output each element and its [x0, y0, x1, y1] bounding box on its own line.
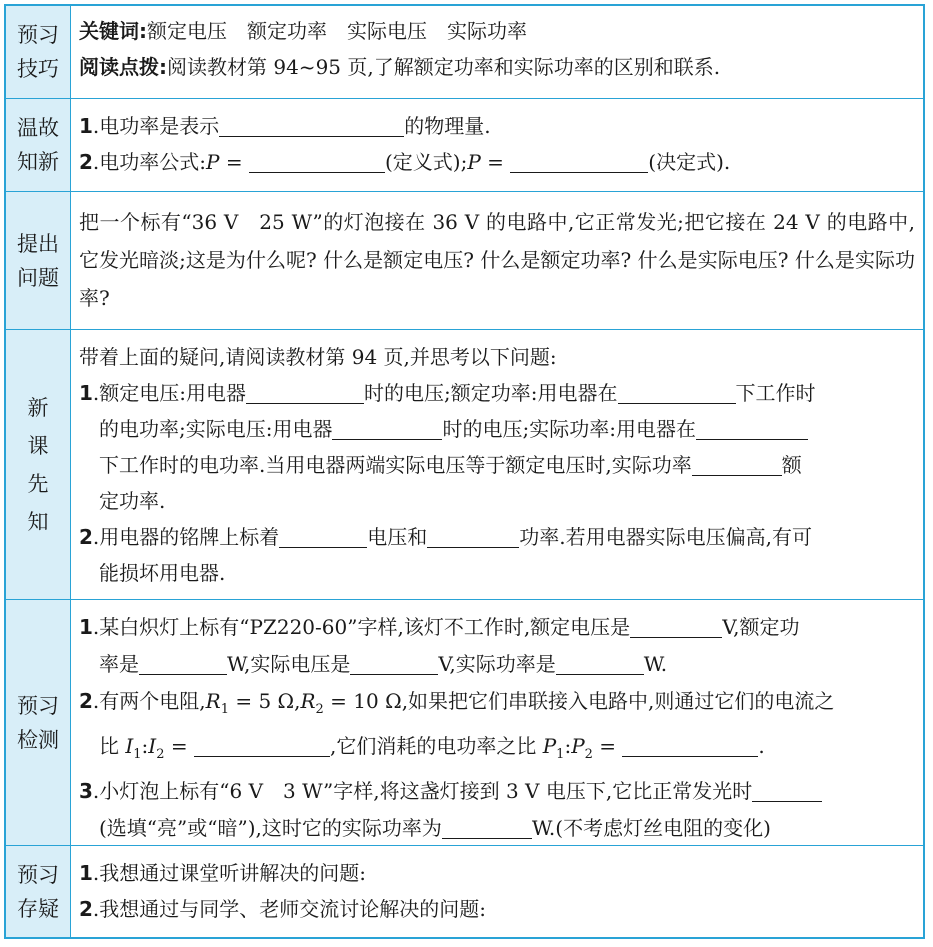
answer-blank[interactable] [350, 650, 438, 675]
section-body: 1.某白炽灯上标有“PZ220-60”字样,该灯不工作时,额定电压是 V,额定功 率是 W,实际电压是 V,实际功率是 W. 2.有两个电阻$,R_1 = 5$ $\Omega,R_2 = 10$ Ω,如果把它们串联接入电路中,则通过它们的电流之 比 $I_1:I_2$ = ,它们消耗的电功率之比 $P_1:P_2$ = . 3.小灯泡上标有“6 V 3 W”字样,将这盏灯接到 3 V 电压下,它比正常发光时 (选填“亮”或“暗”),这时它的实际功率为 W.(不考虑灯丝电阻的变化) [71, 600, 923, 845]
section-new-knowledge [6, 329, 923, 599]
question-1: 1.电功率是表示 的物理量. [79, 114, 491, 138]
section-body [71, 99, 923, 191]
question-3: 3.小灯泡上标有“6 V 3 W”字样,将这盏灯接到 3 V 电压下,它比正常发光时 [79, 773, 915, 810]
section-header: 提出 问题 [6, 192, 71, 329]
section-questions-pending [6, 845, 923, 937]
question-1: 1.某白炽灯上标有“PZ220-60”字样,该灯不工作时,额定电压是 V,额定功 [79, 615, 800, 639]
answer-blank[interactable] [246, 379, 364, 404]
section-header: 预习 存疑 [6, 846, 71, 937]
answer-blank[interactable] [219, 112, 404, 137]
answer-blank[interactable] [427, 523, 519, 548]
section-self-check [6, 599, 923, 845]
question-2: 2.电功率公式:P = (定义式);P = (决定式). [79, 150, 731, 174]
intro-text: 带着上面的疑问,请阅读教材第 94 页,并思考以下问题: [79, 345, 557, 369]
question-1: 1.额定电压:用电器 时的电压;额定功率:用电器在 下工作时 [79, 381, 816, 405]
answer-blank[interactable] [510, 148, 648, 173]
section-review [6, 98, 923, 191]
question-2: 2.我想通过与同学、老师交流讨论解决的问题: [79, 897, 487, 921]
answer-blank[interactable] [442, 814, 532, 839]
section-header: 新 课 先 知 [6, 330, 71, 599]
keywords-line: 关键词:额定电压 额定功率 实际电压 实际功率 [79, 19, 527, 43]
section-body [71, 846, 923, 937]
section-preview-tips [6, 6, 923, 98]
answer-blank[interactable] [556, 650, 644, 675]
answer-blank[interactable] [696, 415, 808, 440]
answer-blank[interactable] [249, 148, 385, 173]
answer-blank[interactable] [332, 415, 442, 440]
section-header: 预习 检测 [6, 600, 71, 845]
problem-text: 把一个标有“36 V 25 W”的灯泡接在 36 V 的电路中,它正常发光;把它接在 24 V 的电路中,它发光暗淡;这是为什么呢? 什么是额定电压? 什么是额定功率? 什么是实际电压? 什么是实际功率? [79, 210, 915, 310]
section-header: 预习 技巧 [6, 6, 71, 98]
reading-line: 阅读点拨:阅读教材第 94~95 页,了解额定功率和实际功率的区别和联系. [79, 55, 721, 79]
answer-blank[interactable] [752, 777, 822, 802]
worksheet-table [4, 4, 925, 939]
answer-blank[interactable] [622, 732, 758, 757]
answer-blank[interactable] [692, 451, 782, 476]
section-body [71, 6, 923, 98]
answer-blank[interactable] [279, 523, 367, 548]
section-body: 带着上面的疑问,请阅读教材第 94 页,并思考以下问题: 1.额定电压:用电器 时的电压;额定功率:用电器在 下工作时 的电功率;实际电压:用电器 时的电压;实际功率:用电器在 下工作时的电功率.当用电器两端实际电压等于额定电压时,实际功率 额 定功率. 2.用电器的铭牌上标着 电压和 功率.若用电器实际电压偏高,有可 能损坏用电器. [71, 330, 923, 599]
answer-blank[interactable] [630, 613, 722, 638]
answer-blank[interactable] [618, 379, 736, 404]
answer-blank[interactable] [194, 732, 330, 757]
section-question [6, 191, 923, 329]
question-2: 2.用电器的铭牌上标着 电压和 功率.若用电器实际电压偏高,有可 [79, 525, 812, 549]
question-1: 1.我想通过课堂听讲解决的问题: [79, 861, 367, 885]
answer-blank[interactable] [139, 650, 227, 675]
question-2: 2.有两个电阻$,R_1 = 5$ $\Omega,R_2 = 10$ Ω,如果把它们串联接入电路中,则通过它们的电流之 [79, 689, 835, 717]
section-header: 温故 知新 [6, 99, 71, 191]
